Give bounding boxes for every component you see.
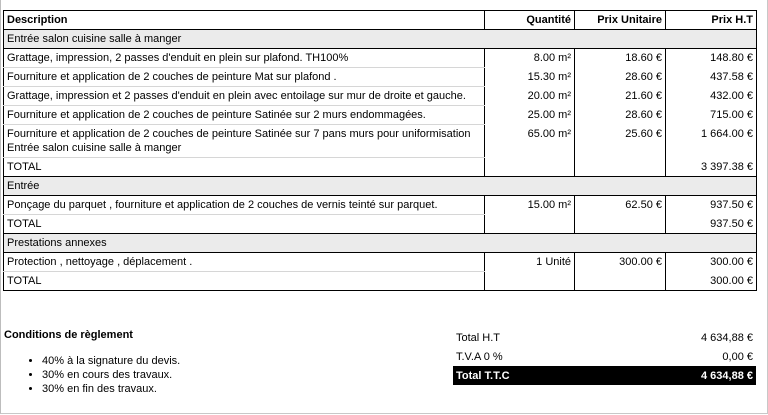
- total-ht-value: 4 634,88 €: [701, 331, 753, 344]
- total-ht-label: Total H.T: [456, 331, 501, 344]
- quote-items-table: [3, 10, 757, 291]
- section-total-row: [4, 158, 757, 177]
- header-unit-price: Prix Unitaire: [575, 11, 666, 30]
- section-total-row: [4, 215, 757, 234]
- item-quantity: 1 Unité: [485, 253, 575, 272]
- total-ttc-label: Total T.T.C: [453, 366, 607, 385]
- item-price-ht: 937.50 €: [666, 196, 757, 215]
- item-unit-price: 28.60 €: [575, 106, 666, 125]
- item-price-ht: 715.00 €: [666, 106, 757, 125]
- item-price-ht: 1 664.00 €: [666, 125, 757, 158]
- section-total-value: 937.50 €: [666, 215, 757, 234]
- section-header: [4, 177, 757, 196]
- item-description: Protection , nettoyage , déplacement .: [4, 253, 485, 272]
- payment-conditions: [4, 329, 180, 396]
- table-row: [4, 87, 757, 106]
- section-header: [4, 30, 757, 49]
- item-description: Fourniture et application de 2 couches de peinture Mat sur plafond .: [4, 68, 485, 87]
- tva-row: [453, 347, 756, 366]
- item-description: Fourniture et application de 2 couches de peinture Satinée sur 2 murs endommagées.: [4, 106, 485, 125]
- section-total-row: [4, 272, 757, 291]
- item-unit-price: 21.60 €: [575, 87, 666, 106]
- total-label: TOTAL: [4, 272, 485, 291]
- item-quantity: 8.00 m²: [485, 49, 575, 68]
- item-description: Grattage, impression et 2 passes d'enduit en plein avec entoilage sur mur de droite et gauche.: [4, 87, 485, 106]
- section-title: Entrée: [4, 177, 757, 196]
- section-total-value: 3 397.38 €: [666, 158, 757, 177]
- header-quantity: Quantité: [485, 11, 575, 30]
- item-price-ht: 437.58 €: [666, 68, 757, 87]
- condition-item: • 40% à la signature du devis.: [42, 354, 180, 368]
- table-row: [4, 125, 757, 158]
- total-label: TOTAL: [4, 158, 485, 177]
- section-title: Entrée salon cuisine salle à manger: [4, 30, 757, 49]
- table-row: [4, 49, 757, 68]
- conditions-title: Conditions de règlement: [4, 329, 133, 341]
- item-description: Ponçage du parquet , fourniture et application de 2 couches de vernis teinté sur parquet.: [4, 196, 485, 215]
- total-ttc-value: 4 634,88 €: [607, 366, 756, 385]
- item-quantity: 15.30 m²: [485, 68, 575, 87]
- table-header-row: [4, 11, 757, 30]
- condition-item: • 30% en cours des travaux.: [42, 368, 180, 382]
- item-quantity: 20.00 m²: [485, 87, 575, 106]
- item-price-ht: 432.00 €: [666, 87, 757, 106]
- table-row: [4, 196, 757, 215]
- item-unit-price: 62.50 €: [575, 196, 666, 215]
- header-price-ht: Prix H.T: [666, 11, 757, 30]
- item-quantity: 15.00 m²: [485, 196, 575, 215]
- section-title: Prestations annexes: [4, 234, 757, 253]
- item-description: Grattage, impression, 2 passes d'enduit en plein sur plafond. TH100%: [4, 49, 485, 68]
- item-unit-price: 25.60 €: [575, 125, 666, 158]
- section-header: [4, 234, 757, 253]
- total-label: TOTAL: [4, 215, 485, 234]
- total-ttc-row: [453, 366, 756, 385]
- item-price-ht: 148.80 €: [666, 49, 757, 68]
- total-ht-row: [453, 328, 756, 347]
- item-description: Fourniture et application de 2 couches de peinture Satinée sur 7 pans murs pour uniformisation Entrée salon cuisine salle à manger: [4, 125, 485, 158]
- table-row: [4, 253, 757, 272]
- item-quantity: 65.00 m²: [485, 125, 575, 158]
- tva-label: T.V.A 0 %: [456, 350, 503, 363]
- item-quantity: 25.00 m²: [485, 106, 575, 125]
- condition-item: • 30% en fin des travaux.: [42, 382, 180, 396]
- conditions-list: [4, 354, 180, 396]
- table-row: [4, 68, 757, 87]
- item-price-ht: 300.00 €: [666, 253, 757, 272]
- section-total-value: 300.00 €: [666, 272, 757, 291]
- item-unit-price: 18.60 €: [575, 49, 666, 68]
- item-unit-price: 28.60 €: [575, 68, 666, 87]
- table-row: [4, 106, 757, 125]
- header-description: Description: [4, 11, 485, 30]
- totals-summary: [453, 328, 756, 385]
- item-unit-price: 300.00 €: [575, 253, 666, 272]
- tva-value: 0,00 €: [722, 350, 753, 363]
